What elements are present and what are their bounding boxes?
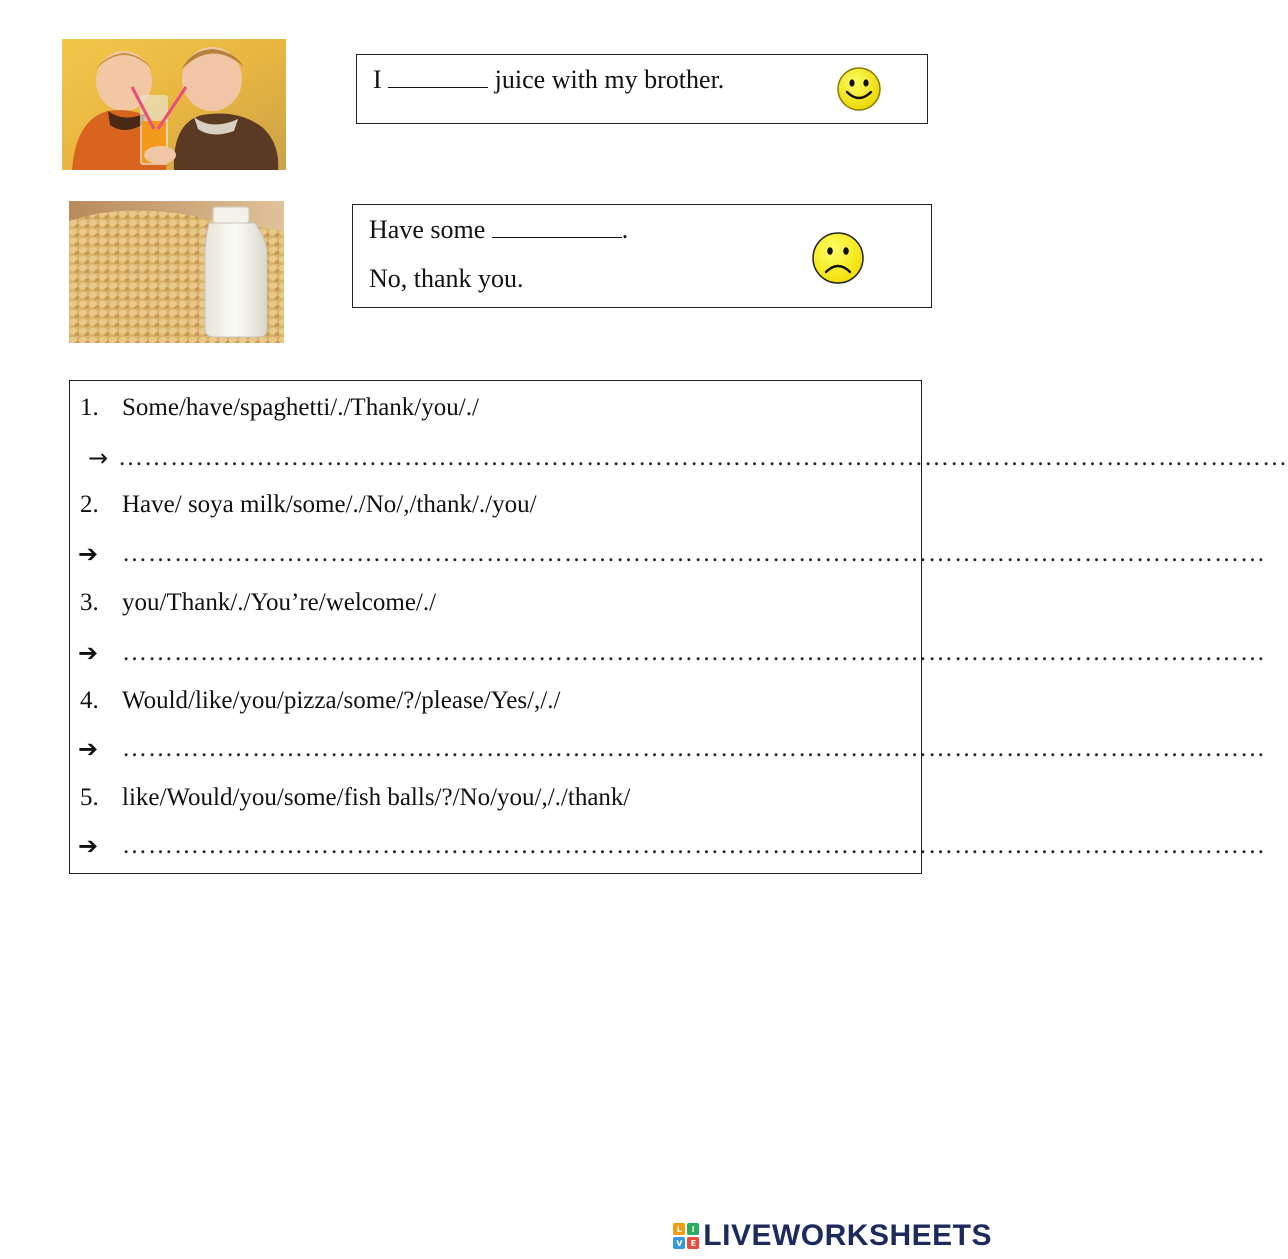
arrow-icon: → [88,444,109,472]
jumbled-words: you/Thank/./You’re/welcome/./ [122,589,437,616]
arrow-icon: ➔ [78,540,99,568]
jumbled-words: Some/have/spaghetti/./Thank/you/./ [122,394,479,421]
answer-line-1[interactable] [70,436,1288,480]
arrow-icon: ➔ [78,832,99,860]
children-sharing-juice-image [62,39,286,170]
answer-dots[interactable]: …………………………………………………………………………………………………………………… [122,540,1266,567]
jumbled-words: like/Would/you/some/fish balls/?/No/you/,/./thank/ [122,784,631,811]
answer-line-3[interactable] [70,631,1266,675]
answer-blank[interactable] [388,65,488,88]
answer-dots[interactable]: ……………………………………………………………………………………………………………………… [118,444,1288,471]
jumbled-words: Have/ soya milk/some/./No/,/thank/./you/ [122,491,537,518]
logo-mark-icon: L I V E [673,1223,699,1249]
exercise-item-4: 4. Would/like/you/pizza/some/?/please/Yes/,/./ [70,679,921,723]
answer-dots[interactable]: …………………………………………………………………………………………………………………… [122,639,1266,666]
sentence-juice: I juice with my brother. [373,65,725,94]
arrow-icon: ➔ [78,735,99,763]
exercise-item-5: 5. like/Would/you/some/fish balls/?/No/you/,/./thank/ [70,776,921,820]
sentence-have-some: Have some . [369,215,629,244]
answer-line-2[interactable] [70,532,1266,576]
answer-line-5[interactable] [70,824,1266,868]
liveworksheets-logo[interactable] [673,1219,992,1253]
exercise-item-3: 3. you/Thank/./You’re/welcome/./ [70,581,921,625]
answer-line-4[interactable] [70,727,1266,771]
jumbled-words: Would/like/you/pizza/some/?/please/Yes/,/./ [122,687,561,714]
exercise-item-2: 2. Have/ soya milk/some/./No/,/thank/./you/ [70,483,921,527]
smiley-face-icon [836,66,882,112]
answer-dots[interactable]: …………………………………………………………………………………………………………………… [122,735,1266,762]
reorder-exercise-box [69,380,1288,874]
answer-blank[interactable] [492,215,622,238]
sentence-no-thank-you: No, thank you. [369,264,524,293]
exercise-item-1: 1. Some/have/spaghetti/./Thank/you/./ [70,386,921,430]
brand-name: LIVEWORKSHEETS [703,1219,992,1252]
arrow-icon: ➔ [78,639,99,667]
answer-dots[interactable]: …………………………………………………………………………………………………………………… [122,832,1266,859]
sad-face-icon [811,231,865,285]
soybeans-and-soya-milk-image [69,201,284,343]
